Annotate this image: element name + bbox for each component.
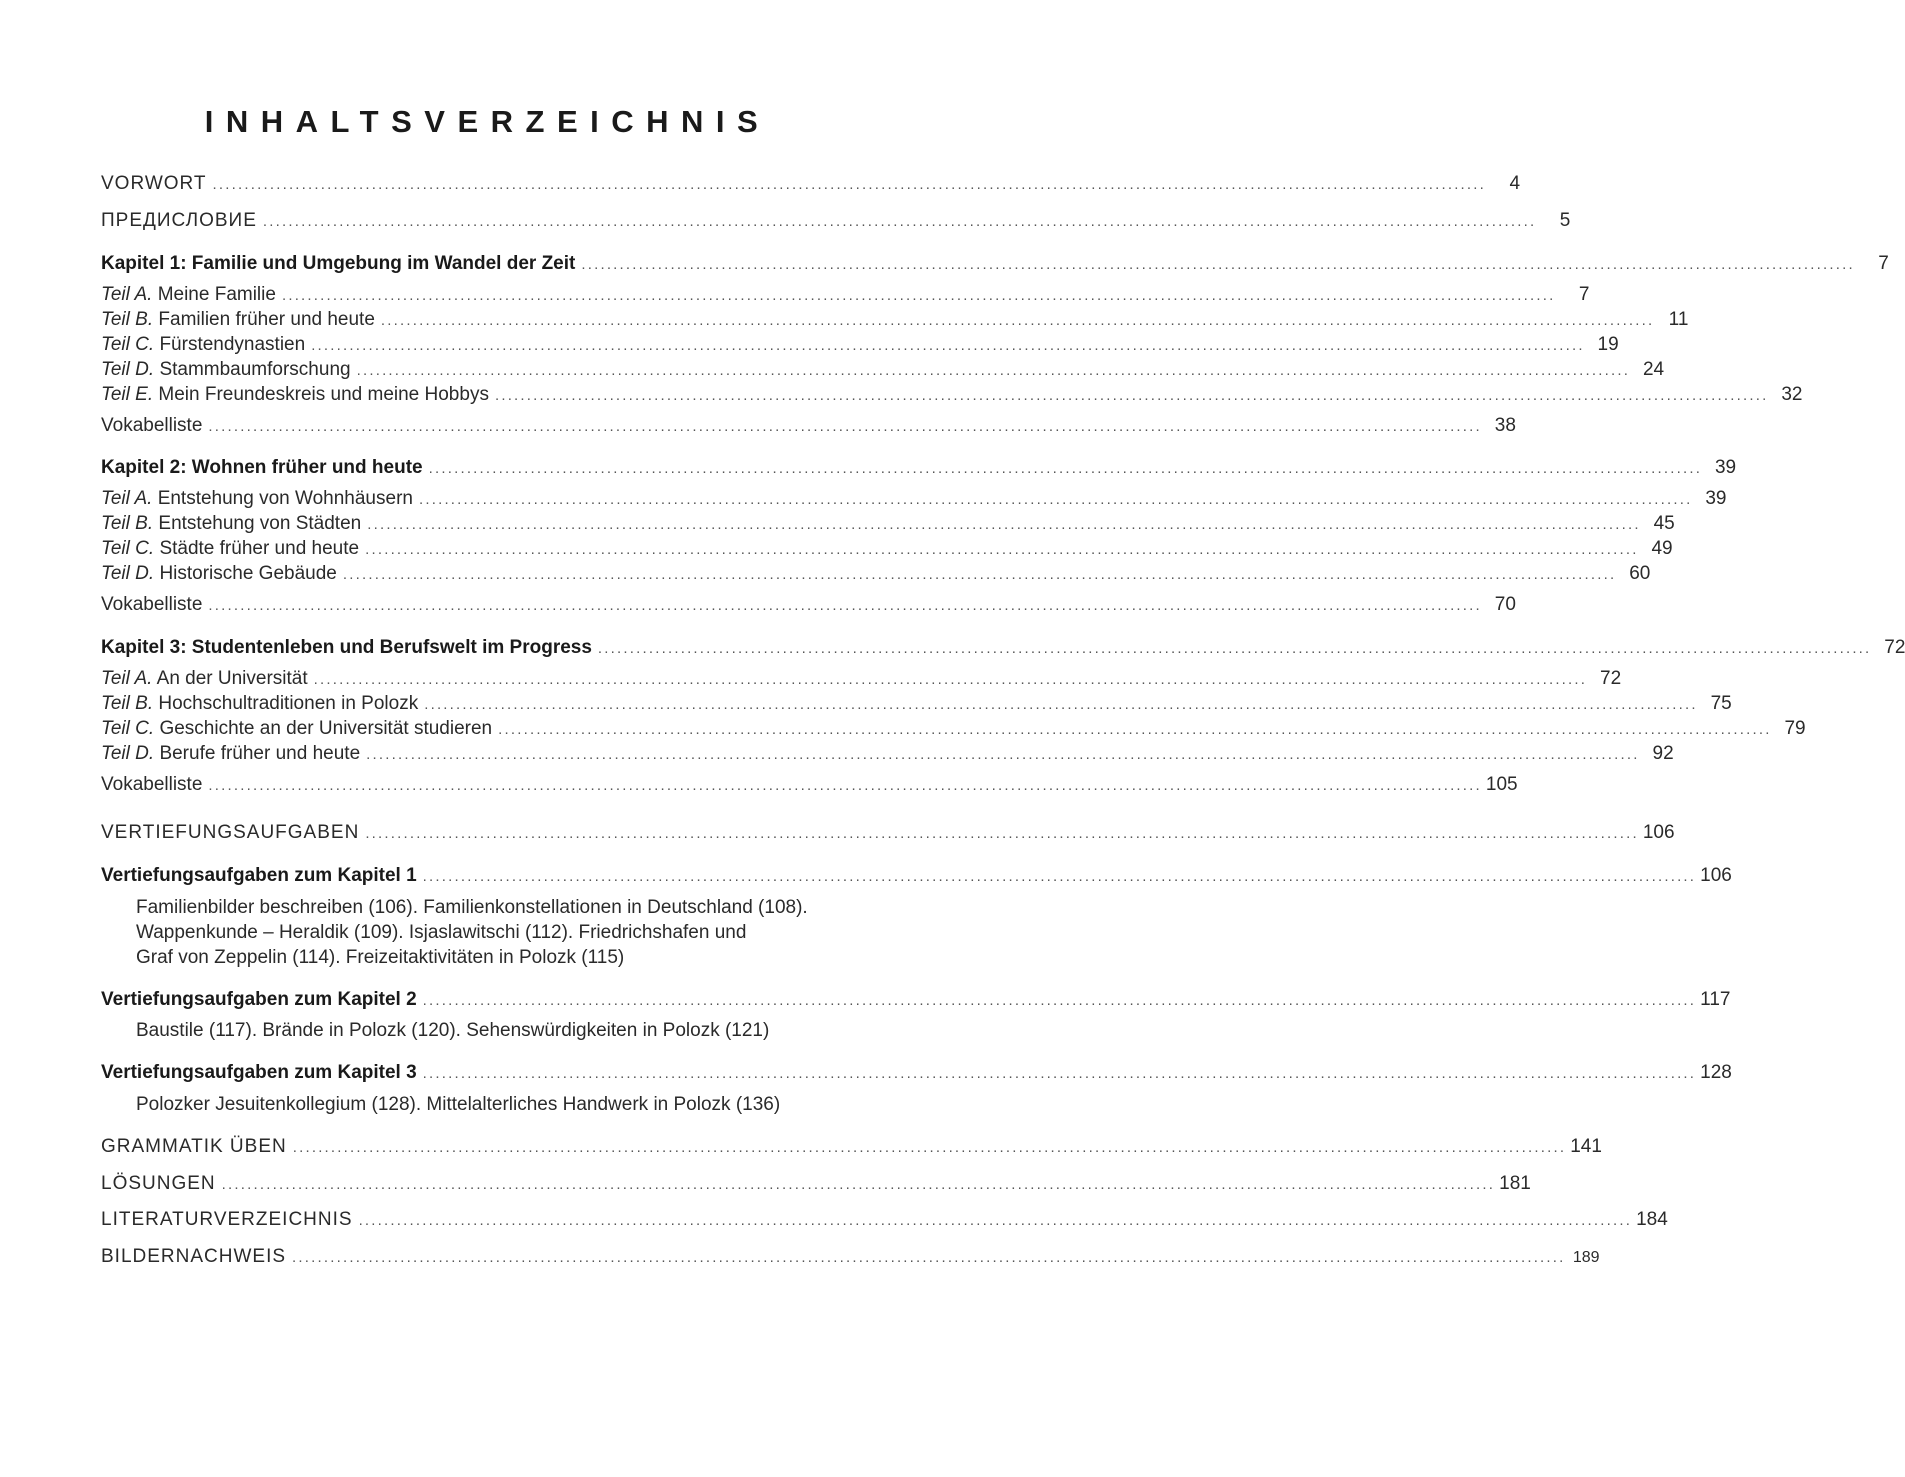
section-label: Vertiefungsaufgaben zum Kapitel 1 bbox=[101, 865, 417, 886]
leader-dots: ........................................................................................................................................................................................................ bbox=[221, 1176, 1496, 1193]
entry-label: Historische Gebäude bbox=[159, 563, 337, 584]
entry-label: Vokabelliste bbox=[101, 774, 203, 795]
leader-dots: ........................................................................................................................................................................................................ bbox=[424, 696, 1698, 713]
page-number: 11 bbox=[1668, 309, 1689, 330]
toc-entry-k3-teil-b[interactable] bbox=[101, 692, 1732, 716]
entry-label: Entstehung von Wohnhäusern bbox=[157, 488, 413, 509]
leader-dots: ........................................................................................................................................................................................................ bbox=[418, 491, 1693, 508]
entry-label: Vokabelliste bbox=[101, 415, 203, 436]
teil-marker: Teil D. bbox=[101, 743, 155, 764]
entry-label: GRAMMATIK ÜBEN bbox=[101, 1136, 287, 1157]
toc-entry-bildernachweis[interactable] bbox=[101, 1245, 1600, 1269]
page-number: 72 bbox=[1600, 668, 1622, 689]
leader-dots: ........................................................................................................................................................................................................ bbox=[292, 1249, 1566, 1266]
leader-dots: ........................................................................................................................................................................................................ bbox=[311, 337, 1585, 354]
description-line: Graf von Zeppelin (114). Freizeitaktivitäten in Polozk (115) bbox=[136, 947, 625, 968]
toc-entry-vertiefung-kapitel-1[interactable] bbox=[101, 864, 1732, 888]
entry-label: BILDERNACHWEIS bbox=[101, 1246, 287, 1267]
entry-label: Entstehung von Städten bbox=[158, 513, 362, 534]
leader-dots: ........................................................................................................................................................................................................ bbox=[365, 541, 1639, 558]
page-number: 75 bbox=[1710, 693, 1732, 714]
page-number: 181 bbox=[1499, 1173, 1531, 1194]
entry-label: Geschichte an der Universität studieren bbox=[159, 718, 493, 739]
description-line: Familienbilder beschreiben (106). Familienkonstellationen in Deutschland (108). bbox=[136, 897, 808, 918]
page-number: 45 bbox=[1653, 513, 1675, 534]
toc-entry-loesungen[interactable] bbox=[101, 1172, 1531, 1196]
leader-dots: ........................................................................................................................................................................................................ bbox=[342, 566, 1617, 583]
toc-entry-literaturverzeichnis[interactable] bbox=[101, 1208, 1668, 1232]
page-number: 32 bbox=[1781, 384, 1803, 405]
teil-marker: Teil B. bbox=[101, 309, 154, 330]
toc-entry-k3-teil-d[interactable] bbox=[101, 742, 1674, 766]
page-number: 106 bbox=[1642, 822, 1675, 843]
leader-dots: ........................................................................................................................................................................................................ bbox=[212, 176, 1487, 193]
section-description bbox=[136, 1018, 856, 1043]
leader-dots: ........................................................................................................................................................................................................ bbox=[208, 418, 1482, 435]
entry-label: VORWORT bbox=[101, 173, 207, 194]
page-number: 19 bbox=[1597, 334, 1619, 355]
page-number: 117 bbox=[1700, 989, 1731, 1010]
leader-dots: ........................................................................................................................................................................................................ bbox=[208, 777, 1482, 794]
chapter-label: Kapitel 3: Studentenleben und Berufswelt im Progress bbox=[101, 637, 592, 658]
toc-entry-k3-teil-a[interactable] bbox=[101, 667, 1622, 691]
leader-dots: ........................................................................................................................................................................................................ bbox=[358, 1212, 1633, 1229]
page-number: 24 bbox=[1642, 359, 1665, 380]
toc-entry-kapitel-1[interactable] bbox=[101, 252, 1889, 276]
chapter-label: Kapitel 2: Wohnen früher und heute bbox=[101, 457, 423, 478]
leader-dots: ........................................................................................................................................................................................................ bbox=[356, 362, 1631, 379]
page-number: 7 bbox=[1578, 284, 1590, 305]
page-number: 49 bbox=[1651, 538, 1673, 559]
teil-marker: Teil C. bbox=[101, 718, 155, 739]
leader-dots: ........................................................................................................................................................................................................ bbox=[597, 640, 1872, 657]
page-number: 105 bbox=[1485, 774, 1518, 795]
leader-dots: ........................................................................................................................................................................................................ bbox=[208, 597, 1482, 614]
description-line: Wappenkunde – Heraldik (109). Isjaslawitschi (112). Friedrichshafen und bbox=[136, 922, 747, 943]
entry-label: Stammbaumforschung bbox=[159, 359, 351, 380]
toc-entry-k2-teil-b[interactable] bbox=[101, 512, 1675, 536]
teil-marker: Teil C. bbox=[101, 538, 155, 559]
entry-label: Fürstendynastien bbox=[159, 334, 306, 355]
chapter-label: Kapitel 1: Familie und Umgebung im Wandel der Zeit bbox=[101, 253, 576, 274]
toc-entry-k3-teil-c[interactable] bbox=[101, 717, 1806, 741]
entry-label: Vokabelliste bbox=[101, 594, 203, 615]
entry-label: LITERATURVERZEICHNIS bbox=[101, 1209, 353, 1230]
page-number: 189 bbox=[1572, 1249, 1600, 1266]
leader-dots: ........................................................................................................................................................................................................ bbox=[428, 460, 1703, 477]
page-number: 184 bbox=[1636, 1209, 1668, 1230]
leader-dots: ........................................................................................................................................................................................................ bbox=[494, 387, 1769, 404]
description-line: Baustile (117). Brände in Polozk (120). Sehenswürdigkeiten in Polozk (121) bbox=[136, 1020, 770, 1041]
toc-entry-vorwort[interactable] bbox=[101, 172, 1521, 196]
page-number: 38 bbox=[1494, 415, 1516, 436]
toc-entry-k1-vokabelliste[interactable] bbox=[101, 414, 1516, 438]
toc-entry-k2-teil-a[interactable] bbox=[101, 487, 1727, 511]
leader-dots: ........................................................................................................................................................................................................ bbox=[422, 992, 1697, 1009]
leader-dots: ........................................................................................................................................................................................................ bbox=[422, 1065, 1697, 1082]
entry-label: Meine Familie bbox=[157, 284, 276, 305]
section-label: Vertiefungsaufgaben zum Kapitel 2 bbox=[101, 989, 417, 1010]
teil-marker: Teil D. bbox=[101, 359, 155, 380]
entry-label: An der Universität bbox=[156, 668, 308, 689]
entry-label: VERTIEFUNGSAUFGABEN bbox=[101, 822, 360, 843]
leader-dots: ........................................................................................................................................................................................................ bbox=[281, 287, 1556, 304]
teil-marker: Teil A. bbox=[101, 488, 153, 509]
page-number: 106 bbox=[1700, 865, 1732, 886]
page-number: 128 bbox=[1700, 1062, 1732, 1083]
page-title: INHALTSVERZEICHNIS bbox=[204, 104, 771, 139]
leader-dots: ........................................................................................................................................................................................................ bbox=[313, 671, 1588, 688]
page-number: 39 bbox=[1705, 488, 1727, 509]
teil-marker: Teil B. bbox=[101, 693, 154, 714]
page-number: 4 bbox=[1509, 173, 1521, 194]
toc-entry-predislovie[interactable] bbox=[101, 209, 1571, 233]
page-number: 141 bbox=[1570, 1136, 1602, 1157]
page-number: 5 bbox=[1559, 210, 1571, 231]
section-description bbox=[136, 895, 856, 970]
leader-dots: ........................................................................................................................................................................................................ bbox=[422, 868, 1697, 885]
teil-marker: Teil D. bbox=[101, 563, 155, 584]
toc-entry-kapitel-2[interactable] bbox=[101, 456, 1737, 480]
toc-entry-grammatik[interactable] bbox=[101, 1135, 1602, 1159]
leader-dots: ........................................................................................................................................................................................................ bbox=[292, 1139, 1567, 1156]
entry-label: Mein Freundeskreis und meine Hobbys bbox=[158, 384, 489, 405]
toc-entry-k1-teil-e[interactable] bbox=[101, 383, 1803, 407]
entry-label: LÖSUNGEN bbox=[101, 1173, 216, 1194]
leader-dots: ........................................................................................................................................................................................................ bbox=[366, 746, 1640, 763]
page-number: 72 bbox=[1884, 637, 1905, 658]
section-label: Vertiefungsaufgaben zum Kapitel 3 bbox=[101, 1062, 417, 1083]
toc-entry-k2-vokabelliste[interactable] bbox=[101, 593, 1516, 617]
page-number: 92 bbox=[1652, 743, 1674, 764]
page-number: 39 bbox=[1714, 457, 1737, 478]
leader-dots: ........................................................................................................................................................................................................ bbox=[365, 825, 1639, 842]
teil-marker: Teil A. bbox=[101, 284, 153, 305]
entry-label: Städte früher und heute bbox=[159, 538, 360, 559]
toc-entry-k2-teil-d[interactable] bbox=[101, 562, 1651, 586]
page-number: 7 bbox=[1878, 253, 1889, 274]
toc-entry-k1-teil-a[interactable] bbox=[101, 283, 1590, 307]
toc-entry-k1-teil-d[interactable] bbox=[101, 358, 1665, 382]
toc-entry-vertiefung-kapitel-3[interactable] bbox=[101, 1061, 1732, 1085]
page-number: 79 bbox=[1784, 718, 1806, 739]
leader-dots: ........................................................................................................................................................................................................ bbox=[498, 721, 1772, 738]
toc-entry-k2-teil-c[interactable] bbox=[101, 537, 1673, 561]
toc-entry-k3-vokabelliste[interactable] bbox=[101, 773, 1518, 797]
leader-dots: ........................................................................................................................................................................................................ bbox=[262, 213, 1537, 230]
toc-entry-vertiefung-kapitel-2[interactable] bbox=[101, 988, 1731, 1012]
page-number: 70 bbox=[1494, 594, 1516, 615]
section-description bbox=[136, 1092, 856, 1117]
entry-label: ПРЕДИСЛОВИЕ bbox=[101, 210, 257, 231]
page-number: 60 bbox=[1629, 563, 1651, 584]
teil-marker: Teil B. bbox=[101, 513, 154, 534]
leader-dots: ........................................................................................................................................................................................................ bbox=[581, 256, 1855, 273]
entry-label: Hochschultraditionen in Polozk bbox=[158, 693, 419, 714]
toc-entry-k1-teil-b[interactable] bbox=[101, 308, 1689, 332]
toc-entry-kapitel-3[interactable] bbox=[101, 636, 1905, 660]
leader-dots: ........................................................................................................................................................................................................ bbox=[380, 312, 1655, 329]
description-line: Polozker Jesuitenkollegium (128). Mittelalterliches Handwerk in Polozk (136) bbox=[136, 1094, 781, 1115]
teil-marker: Teil E. bbox=[101, 384, 154, 405]
teil-marker: Teil A. bbox=[101, 668, 153, 689]
leader-dots: ........................................................................................................................................................................................................ bbox=[367, 516, 1641, 533]
entry-label: Berufe früher und heute bbox=[159, 743, 361, 764]
toc-entry-k1-teil-c[interactable] bbox=[101, 333, 1619, 357]
teil-marker: Teil C. bbox=[101, 334, 155, 355]
entry-label: Familien früher und heute bbox=[158, 309, 375, 330]
toc-entry-vertiefungsaufgaben[interactable] bbox=[101, 821, 1675, 845]
